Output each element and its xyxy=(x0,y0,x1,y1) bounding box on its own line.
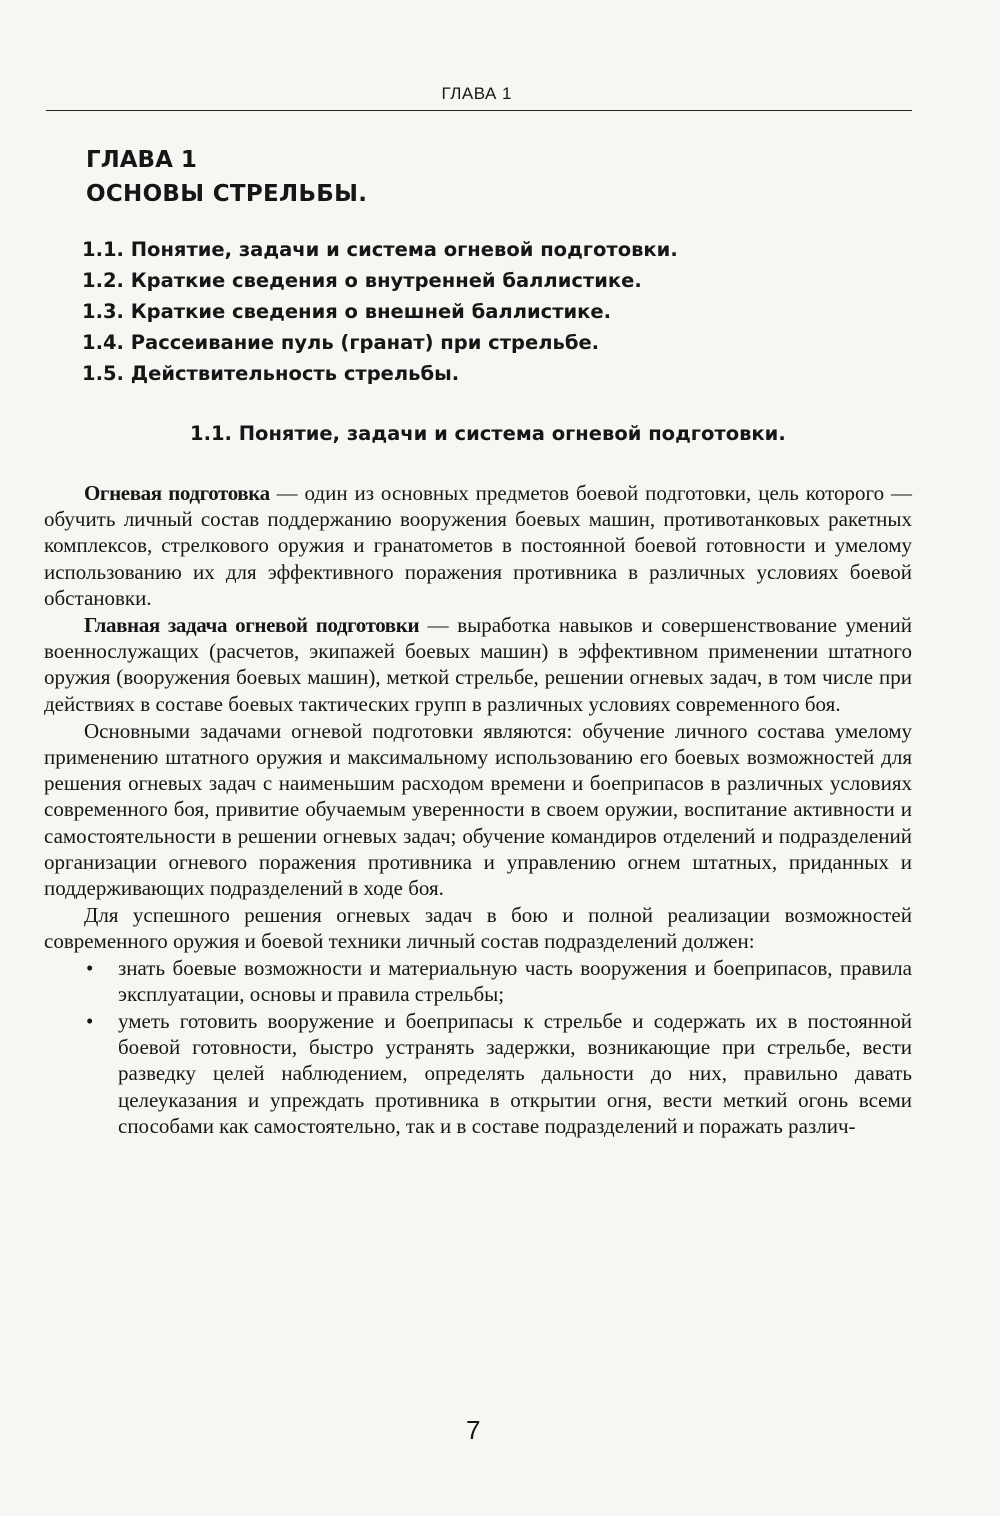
running-header-text: ГЛАВА 1 xyxy=(441,84,512,103)
chapter-heading xyxy=(86,143,367,211)
bullet-icon: • xyxy=(86,1009,94,1034)
paragraph-main-objectives: Основными задачами огневой подготовки являются: обучение личного состава умелому применению штатного оружия и максимальному использованию его боевых возможностей для решения огневых задач с наименьшим расходом времени и боеприпасов в различных условиях современного боя, привитие обучаемым уверенности в своем оружии, воспитание активности и самостоятельности в решении огневых задач; обучение командиров отделений и подразделений организации огневого поражения противника и управлению огнем штатных, приданных и поддерживающих подразделений в ходе боя. xyxy=(44,718,912,901)
chapter-number: ГЛАВА 1 xyxy=(86,147,197,173)
term-fire-training: Огневая подготовка xyxy=(84,481,270,505)
list-item-text: знать боевые возможности и материальную часть вооружения и боеприпасов, правила эксплуатации, основы и правила стрельбы; xyxy=(118,955,912,1006)
section-heading: 1.1. Понятие, задачи и система огневой подготовки. xyxy=(190,422,786,445)
paragraph-requirements: Для успешного решения огневых задач в бою и полной реализации возможностей современного оружия и боевой техники личный состав подразделений должен: xyxy=(44,903,912,954)
requirements-list xyxy=(44,955,912,1139)
chapter-title: ОСНОВЫ СТРЕЛЬБЫ. xyxy=(86,181,368,207)
paragraph-main-task xyxy=(44,612,912,717)
list-item-text: уметь готовить вооружение и боеприпасы к стрельбе и содержать их в постоянной боевой готовности, быстро устранять задержки, возникающие при стрельбе, вести разведку целей наблюдением, определять дальности до них, правильно давать целеуказания и упреждать противника в открытии огня, вести меткий огонь всеми способами как самостоятельно, так и в составе подразделений и поражать различ- xyxy=(118,1009,912,1138)
contents-item: 1.4. Рассеивание пуль (гранат) при стрельбе. xyxy=(82,331,600,354)
contents-item: 1.3. Краткие сведения о внешней баллистике. xyxy=(82,300,612,323)
bullet-icon: • xyxy=(86,955,94,980)
page-number: 7 xyxy=(466,1415,481,1445)
contents-item: 1.2. Краткие сведения о внутренней баллистике. xyxy=(82,269,642,292)
contents-item: 1.1. Понятие, задачи и система огневой подготовки. xyxy=(82,238,678,261)
list-item xyxy=(44,955,912,1007)
list-item xyxy=(44,1008,912,1139)
running-header xyxy=(46,84,912,111)
chapter-contents-list xyxy=(82,234,678,389)
body-text xyxy=(44,480,912,1139)
paragraph-text: — один из основных предметов боевой подготовки, цель которого — обучить личный состав поддержанию вооружения боевых машин, противотанковых ракетных комплексов, стрелкового оружия и гранатометов в постоянной боевой готовности и умелому использованию их для эффективного поражения противника в различных условиях боевой обстановки. xyxy=(44,481,912,610)
paragraph-text: — выработка навыков и совершенствование умений военнослужащих (расчетов, экипажей боевых машин) в эффективном применении штатного оружия (вооружения боевых машин), меткой стрельбе, решении огневых задач, в том числе при действиях в составе боевых тактических групп в различных условиях современного боя. xyxy=(44,613,912,716)
term-main-task: Главная задача огневой подготовки xyxy=(84,613,420,638)
paragraph-fire-training xyxy=(44,480,912,611)
contents-item: 1.5. Действительность стрельбы. xyxy=(82,362,460,385)
